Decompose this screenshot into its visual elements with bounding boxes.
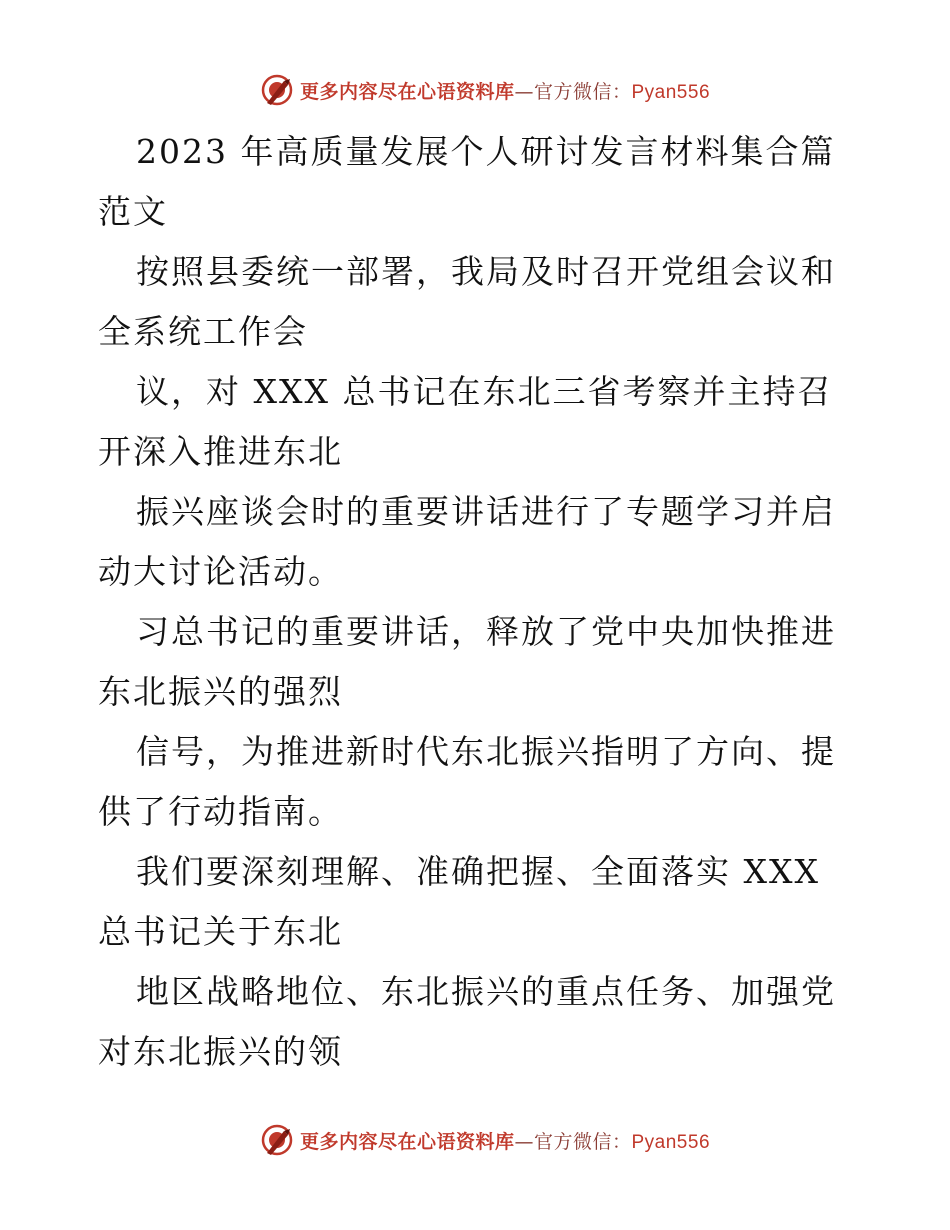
paragraph: 地区战略地位、东北振兴的重点任务、加强党对东北振兴的领 (98, 972, 836, 1071)
paragraph: 振兴座谈会时的重要讲话进行了专题学习并启动大讨论活动。 (98, 492, 836, 591)
watermark-text: 更多内容尽在心语资料库—官方微信：Pyan556 (299, 80, 711, 103)
watermark-content (260, 73, 710, 107)
paragraph: 习总书记的重要讲话，释放了党中央加快推进东北振兴的强烈 (98, 612, 836, 711)
pen-logo-icon (260, 73, 294, 107)
watermark-content (260, 1123, 710, 1157)
paragraph: 我们要深刻理解、准确把握、全面落实 XXX 总书记关于东北 (98, 852, 820, 951)
watermark-text: 更多内容尽在心语资料库—官方微信：Pyan556 (299, 1130, 711, 1153)
watermark-banner-bottom (0, 1120, 950, 1160)
paragraph: 按照县委统一部署，我局及时召开党组会议和全系统工作会 (98, 252, 836, 351)
watermark-banner-top (0, 70, 950, 110)
document-body (98, 122, 858, 1082)
paragraph: 信号，为推进新时代东北振兴指明了方向、提供了行动指南。 (98, 732, 836, 831)
paragraph: 议，对 XXX 总书记在东北三省考察并主持召开深入推进东北 (98, 372, 833, 471)
document-title: 2023 年高质量发展个人研讨发言材料集合篇范文 (98, 132, 836, 231)
pen-logo-icon (260, 1123, 294, 1157)
